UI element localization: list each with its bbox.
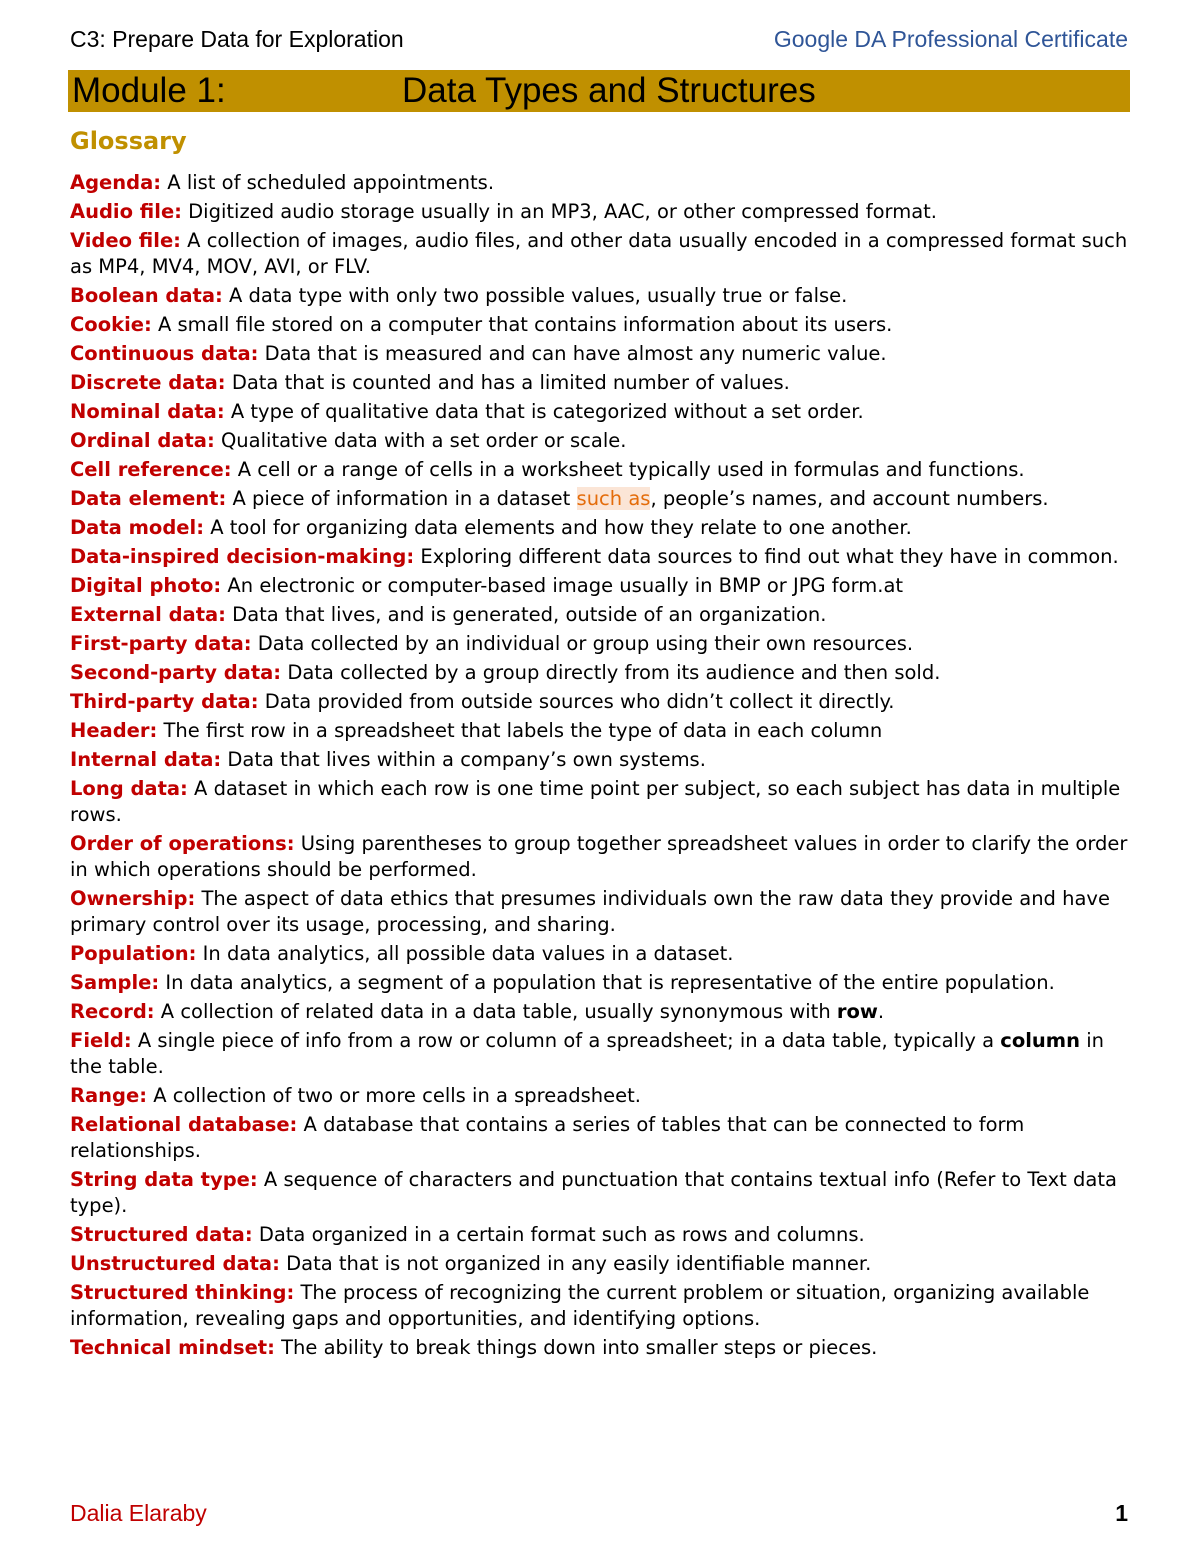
glossary-definition-continued: .: [877, 1000, 885, 1023]
glossary-term: Agenda:: [70, 171, 162, 194]
glossary-definition: The ability to break things down into smaller steps or pieces.: [274, 1336, 878, 1359]
glossary-term: Relational database:: [70, 1113, 298, 1136]
glossary-term: First-party data:: [70, 632, 252, 655]
glossary-entry: [70, 718, 1132, 744]
glossary-term: Sample:: [70, 971, 160, 994]
glossary-entry: [70, 544, 1132, 570]
glossary-list: [70, 170, 1132, 1364]
glossary-definition-continued: in the table.: [70, 1029, 1104, 1078]
glossary-definition: Exploring different data sources to find out what they have in common.: [414, 545, 1119, 568]
glossary-entry: [70, 428, 1132, 454]
module-number: Module 1:: [72, 71, 226, 110]
glossary-definition-continued: , people’s names, and account numbers.: [650, 487, 1049, 510]
glossary-definition: In data analytics, all possible data values in a dataset.: [196, 942, 734, 965]
glossary-term: Long data:: [70, 777, 188, 800]
glossary-term: Discrete data:: [70, 371, 226, 394]
glossary-definition: Digitized audio storage usually in an MP3, AAC, or other compressed format.: [181, 200, 937, 223]
glossary-definition: A piece of information in a dataset: [226, 487, 577, 510]
glossary-definition: A collection of images, audio files, and other data usually encoded in a compressed format such as MP4, MV4, MOV, AVI, or FLV.: [70, 229, 1128, 278]
glossary-term: Nominal data:: [70, 400, 225, 423]
glossary-entry: [70, 1083, 1132, 1109]
glossary-term: Data model:: [70, 516, 204, 539]
glossary-definition: Qualitative data with a set order or scale.: [214, 429, 627, 452]
glossary-entry: [70, 457, 1132, 483]
glossary-definition: The first row in a spreadsheet that labels the type of data in each column: [157, 719, 883, 742]
glossary-term: Data-inspired decision-making:: [70, 545, 415, 568]
course-header: C3: Prepare Data for Exploration: [70, 26, 404, 52]
glossary-entry: [70, 573, 1132, 599]
glossary-term: Technical mindset:: [70, 1336, 275, 1359]
glossary-entry: [70, 370, 1132, 396]
glossary-entry: [70, 747, 1132, 773]
glossary-entry: [70, 228, 1132, 280]
glossary-definition: Data that is not organized in any easily identifiable manner.: [279, 1252, 872, 1275]
glossary-entry: [70, 399, 1132, 425]
glossary-definition: An electronic or computer-based image usually in BMP or JPG form.at: [221, 574, 904, 597]
glossary-entry: [70, 312, 1132, 338]
glossary-definition: A database that contains a series of tables that can be connected to form relationships.: [70, 1113, 1025, 1162]
glossary-term: Cell reference:: [70, 458, 232, 481]
glossary-definition: A type of qualitative data that is categorized without a set order.: [224, 400, 864, 423]
glossary-term: Field:: [70, 1029, 132, 1052]
glossary-definition: A data type with only two possible values, usually true or false.: [222, 284, 848, 307]
glossary-entry: [70, 486, 1132, 512]
glossary-entry: [70, 1222, 1132, 1248]
glossary-definition: A small file stored on a computer that contains information about its users.: [151, 313, 893, 336]
glossary-term: Boolean data:: [70, 284, 223, 307]
glossary-definition: A sequence of characters and punctuation that contains textual info (Refer to Text data type).: [70, 1168, 1117, 1217]
glossary-entry: [70, 341, 1132, 367]
module-title: Data Types and Structures: [402, 71, 816, 110]
glossary-definition: Data that is measured and can have almost any numeric value.: [258, 342, 887, 365]
glossary-entry: [70, 941, 1132, 967]
glossary-term: Structured data:: [70, 1223, 253, 1246]
glossary-entry: [70, 999, 1132, 1025]
glossary-definition: Data collected by a group directly from its audience and then sold.: [281, 661, 941, 684]
glossary-definition: The process of recognizing the current problem or situation, organizing available information, revealing gaps and opportunities, and identifying options.: [70, 1281, 1090, 1330]
glossary-definition: Data that lives, and is generated, outside of an organization.: [225, 603, 827, 626]
glossary-term: Record:: [70, 1000, 155, 1023]
glossary-entry: [70, 1280, 1132, 1332]
glossary-term: Audio file:: [70, 200, 182, 223]
glossary-term: Structured thinking:: [70, 1281, 295, 1304]
section-title: Glossary: [70, 127, 187, 155]
glossary-definition: A collection of two or more cells in a spreadsheet.: [147, 1084, 641, 1107]
glossary-term: External data:: [70, 603, 226, 626]
bold-keyword: row: [836, 1000, 878, 1023]
certificate-header: Google DA Professional Certificate: [773, 26, 1128, 52]
glossary-term: Data element:: [70, 487, 227, 510]
glossary-entry: [70, 1251, 1132, 1277]
glossary-entry: [70, 1028, 1132, 1080]
glossary-entry: [70, 515, 1132, 541]
glossary-entry: [70, 631, 1132, 657]
bold-keyword: column: [1000, 1029, 1080, 1052]
glossary-term: Cookie:: [70, 313, 152, 336]
glossary-term: Header:: [70, 719, 158, 742]
glossary-definition: Data collected by an individual or group using their own resources.: [251, 632, 914, 655]
glossary-term: Digital photo:: [70, 574, 222, 597]
glossary-definition: A single piece of info from a row or column of a spreadsheet; in a data table, typically a: [131, 1029, 1001, 1052]
glossary-term: Order of operations:: [70, 832, 295, 855]
glossary-entry: [70, 1112, 1132, 1164]
glossary-definition: A collection of related data in a data table, usually synonymous with: [154, 1000, 837, 1023]
glossary-definition: Data organized in a certain format such as rows and columns.: [252, 1223, 865, 1246]
glossary-entry: [70, 689, 1132, 715]
glossary-term: Internal data:: [70, 748, 222, 771]
glossary-definition: Data that is counted and has a limited number of values.: [225, 371, 790, 394]
highlighted-text: such as: [576, 487, 651, 510]
glossary-term: String data type:: [70, 1168, 258, 1191]
glossary-entry: [70, 1167, 1132, 1219]
glossary-definition: Data that lives within a company’s own systems.: [221, 748, 706, 771]
glossary-definition: A tool for organizing data elements and how they relate to one another.: [204, 516, 912, 539]
glossary-entry: [70, 283, 1132, 309]
glossary-entry: [70, 886, 1132, 938]
glossary-definition: Data provided from outside sources who didn’t collect it directly.: [258, 690, 895, 713]
glossary-entry: [70, 170, 1132, 196]
footer-author: Dalia Elaraby: [70, 1500, 207, 1526]
glossary-term: Range:: [70, 1084, 148, 1107]
page-number: 1: [1115, 1500, 1128, 1526]
glossary-entry: [70, 1335, 1132, 1361]
glossary-term: Population:: [70, 942, 197, 965]
glossary-definition: The aspect of data ethics that presumes individuals own the raw data they provide and have primary control over its usage, processing, and sharing.: [70, 887, 1110, 936]
glossary-term: Continuous data:: [70, 342, 259, 365]
glossary-term: Video file:: [70, 229, 181, 252]
glossary-entry: [70, 199, 1132, 225]
glossary-definition: A list of scheduled appointments.: [161, 171, 495, 194]
glossary-term: Second-party data:: [70, 661, 282, 684]
glossary-term: Third-party data:: [70, 690, 259, 713]
glossary-term: Unstructured data:: [70, 1252, 280, 1275]
glossary-definition: A dataset in which each row is one time point per subject, so each subject has data in multiple rows.: [70, 777, 1121, 826]
glossary-term: Ordinal data:: [70, 429, 215, 452]
glossary-definition: A cell or a range of cells in a worksheet typically used in formulas and functions.: [231, 458, 1025, 481]
glossary-entry: [70, 831, 1132, 883]
glossary-definition: In data analytics, a segment of a population that is representative of the entire population.: [159, 971, 1055, 994]
glossary-term: Ownership:: [70, 887, 196, 910]
glossary-entry: [70, 660, 1132, 686]
module-banner: [68, 70, 1130, 112]
glossary-definition: Using parentheses to group together spreadsheet values in order to clarify the order in which operations should be performed.: [70, 832, 1128, 881]
glossary-entry: [70, 776, 1132, 828]
glossary-entry: [70, 602, 1132, 628]
glossary-entry: [70, 970, 1132, 996]
